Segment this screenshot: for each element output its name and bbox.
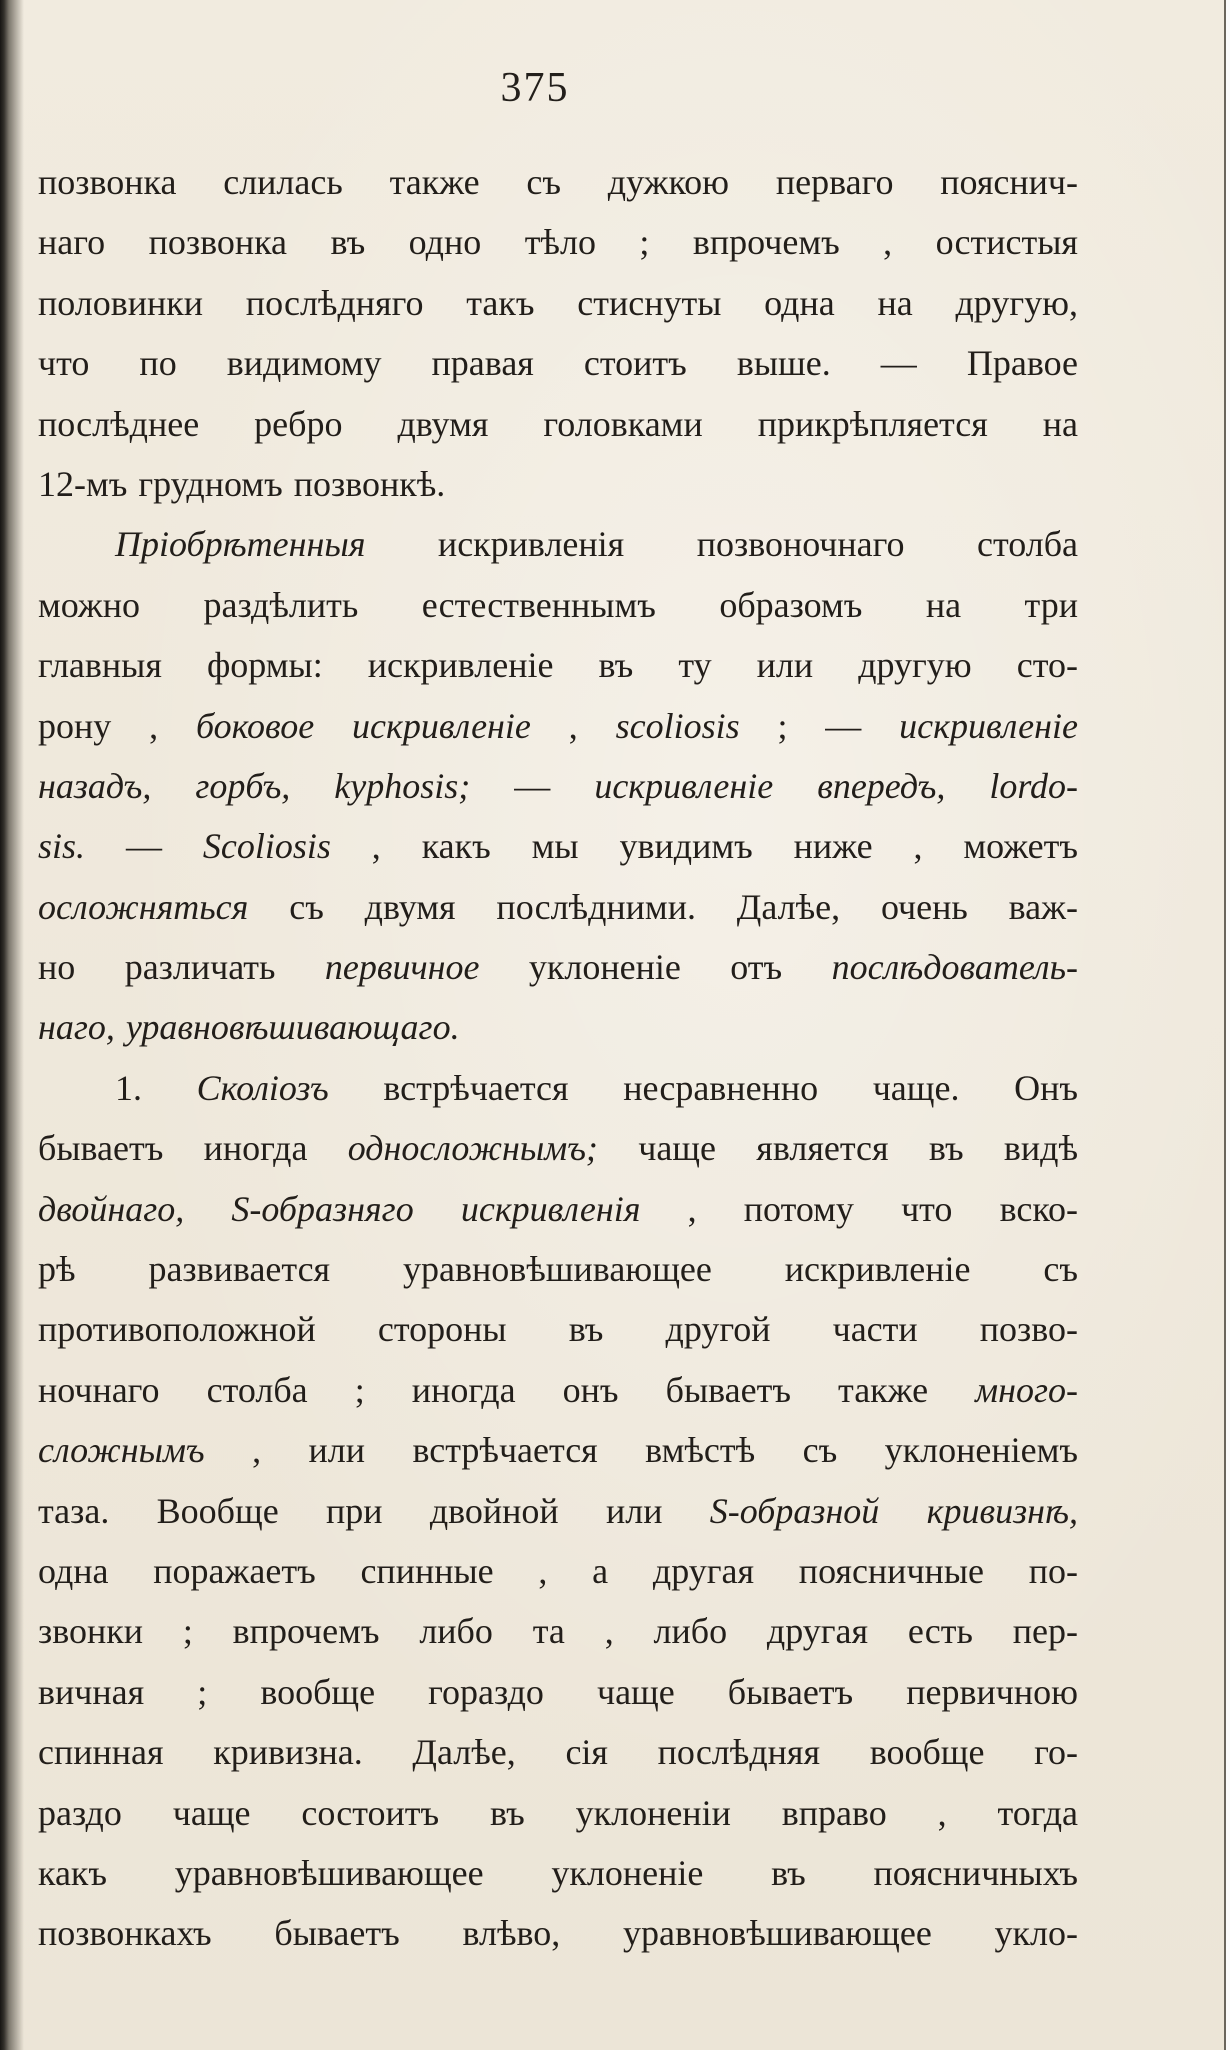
paragraph bbox=[38, 152, 1078, 514]
text-line bbox=[38, 1420, 1078, 1480]
text-line bbox=[38, 333, 1078, 393]
italic-text: назадъ, горбъ, kyphosis; bbox=[38, 765, 471, 806]
text-line bbox=[38, 1541, 1078, 1601]
text-segment: спинная кривизна. Далѣе, сія послѣдняя вообще го- bbox=[38, 1732, 1078, 1773]
text-line bbox=[38, 514, 1078, 574]
italic-text: искривленіе впередъ, lordo- bbox=[594, 765, 1078, 806]
text-segment: искривленія позвоночнаго столба bbox=[365, 524, 1078, 565]
text-segment: , потому что вско- bbox=[640, 1188, 1078, 1229]
text-line bbox=[38, 394, 1078, 454]
italic-text: двойнаго, S-образняго искривленія bbox=[38, 1188, 641, 1229]
text-line bbox=[38, 1299, 1078, 1359]
text-line bbox=[38, 1601, 1078, 1661]
italic-text: боковое искривленіе bbox=[195, 705, 531, 746]
text-line bbox=[38, 1118, 1078, 1178]
text-segment: вичная ; вообще гораздо чаще бываетъ первичною bbox=[38, 1671, 1078, 1712]
text-segment: чаще является въ видѣ bbox=[597, 1128, 1078, 1169]
italic-text: искривленіе bbox=[899, 705, 1078, 746]
text-line bbox=[38, 816, 1078, 876]
text-segment: рѣ развивается уравновѣшивающее искривленіе съ bbox=[38, 1249, 1078, 1290]
text-segment: что по видимому правая стоитъ выше. — Правое bbox=[38, 343, 1078, 384]
text-segment: наго позвонка въ одно тѣло ; впрочемъ , остистыя bbox=[38, 222, 1078, 263]
text-segment: таза. Вообще при двойной или bbox=[38, 1490, 710, 1531]
text-line bbox=[38, 212, 1078, 272]
text-line bbox=[38, 635, 1078, 695]
text-line bbox=[38, 877, 1078, 937]
page-number: 375 bbox=[500, 65, 570, 111]
text-segment: половинки послѣдняго такъ стиснуты одна на другую, bbox=[38, 282, 1078, 323]
italic-text: наго, уравновѣшивающаго. bbox=[38, 1007, 460, 1048]
text-line bbox=[38, 1481, 1078, 1541]
text-line bbox=[38, 696, 1078, 756]
italic-text: послѣдователь- bbox=[831, 947, 1078, 988]
text-line bbox=[38, 152, 1078, 212]
text-segment: встрѣчается несравненно чаще. Онъ bbox=[328, 1067, 1078, 1108]
text-segment: съ двумя послѣдними. Далѣе, очень важ- bbox=[248, 886, 1078, 927]
text-line bbox=[38, 756, 1078, 816]
text-line bbox=[38, 997, 1078, 1057]
text-line bbox=[38, 1058, 1078, 1118]
paragraph bbox=[38, 514, 1078, 1058]
italic-text: sis. bbox=[38, 826, 86, 867]
text-line bbox=[38, 937, 1078, 997]
text-line bbox=[38, 575, 1078, 635]
text-segment: раздо чаще состоитъ въ уклоненіи вправо , тогда bbox=[38, 1792, 1078, 1833]
text-segment: уклоненіе отъ bbox=[479, 947, 832, 988]
text-segment: рону , bbox=[38, 705, 196, 746]
text-line bbox=[38, 454, 1078, 514]
italic-text: scoliosis bbox=[615, 705, 740, 746]
italic-text: односложнымъ; bbox=[347, 1128, 598, 1169]
text-segment: ; — bbox=[739, 705, 900, 746]
text-line bbox=[38, 1360, 1078, 1420]
text-segment: — bbox=[470, 765, 595, 806]
text-segment: 1. bbox=[115, 1067, 197, 1108]
text-segment: какъ уравновѣшивающее уклоненіе въ поясничныхъ bbox=[38, 1852, 1078, 1893]
text-line bbox=[38, 1722, 1078, 1782]
italic-text: первичное bbox=[324, 947, 480, 988]
text-line bbox=[38, 1239, 1078, 1299]
text-segment: ночнаго столба ; иногда онъ бываетъ также bbox=[38, 1369, 976, 1410]
text-segment: — bbox=[85, 826, 203, 867]
page-text-body bbox=[38, 152, 1078, 1964]
text-line bbox=[38, 1903, 1078, 1963]
text-segment: бываетъ иногда bbox=[38, 1128, 348, 1169]
text-line bbox=[38, 273, 1078, 333]
italic-text: Пріобрѣтенныя bbox=[115, 524, 366, 565]
text-segment: , или встрѣчается вмѣстѣ съ уклоненіемъ bbox=[204, 1430, 1078, 1471]
text-segment: но различать bbox=[38, 947, 325, 988]
italic-text: много- bbox=[975, 1369, 1078, 1410]
italic-text: Сколіозъ bbox=[196, 1067, 329, 1108]
italic-text: S-образной кривизнѣ, bbox=[709, 1490, 1078, 1531]
text-segment: позвонка слилась также съ дужкою перваго пояснич- bbox=[38, 162, 1078, 202]
text-line bbox=[38, 1662, 1078, 1722]
text-line bbox=[38, 1843, 1078, 1903]
paragraph bbox=[38, 1058, 1078, 1964]
italic-text: сложнымъ bbox=[38, 1430, 205, 1471]
italic-text: Scoliosis bbox=[202, 826, 331, 867]
text-segment: послѣднее ребро двумя головками прикрѣпляется на bbox=[38, 403, 1078, 444]
text-segment: главныя формы: искривленіе въ ту или другую сто- bbox=[38, 645, 1078, 686]
text-line bbox=[38, 1179, 1078, 1239]
text-segment: одна поражаетъ спинные , а другая поясничные по- bbox=[38, 1550, 1078, 1591]
text-segment: , bbox=[530, 705, 616, 746]
text-line bbox=[38, 1783, 1078, 1843]
italic-text: осложняться bbox=[38, 886, 249, 927]
text-segment: позвонкахъ бываетъ влѣво, уравновѣшивающее укло- bbox=[38, 1913, 1078, 1954]
text-segment: , какъ мы увидимъ ниже , можетъ bbox=[330, 826, 1078, 867]
text-segment: можно раздѣлить естественнымъ образомъ на три bbox=[38, 584, 1078, 625]
text-segment: противоположной стороны въ другой части позво- bbox=[38, 1309, 1078, 1350]
text-segment: звонки ; впрочемъ либо та , либо другая есть пер- bbox=[38, 1611, 1078, 1652]
text-segment: 12-мъ грудномъ позвонкѣ. bbox=[38, 463, 446, 504]
